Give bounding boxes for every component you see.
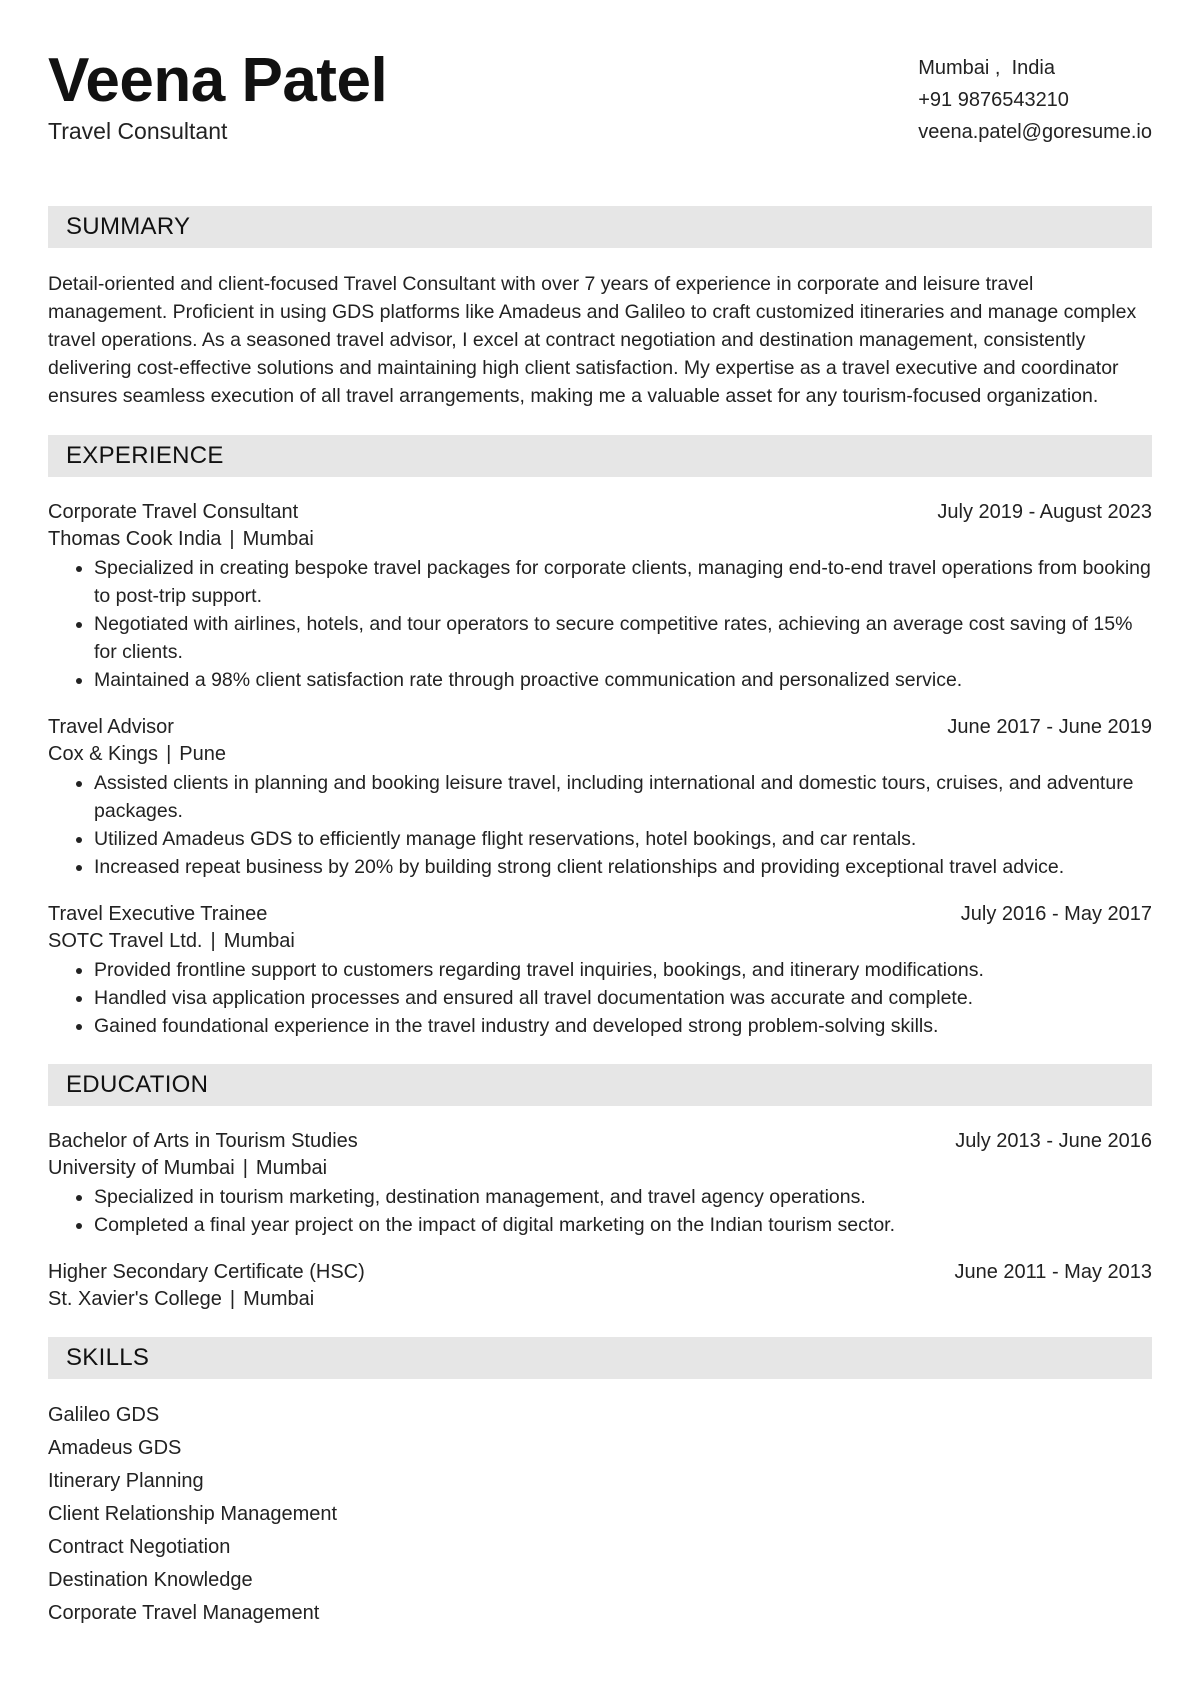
bullet-item: • Handled visa application processes and ensured all travel documentation was accurate and complete. [94,984,1152,1012]
job-bullets [48,554,1152,694]
job-bullets [48,956,1152,1040]
job-role: Travel Executive Trainee [48,903,268,925]
job-company: SOTC Travel Ltd. [48,930,203,952]
contact-location: Mumbai , India [918,57,1055,79]
job-location: Mumbai [242,528,314,550]
separator: | [210,930,216,952]
school-location: Mumbai [255,1157,328,1179]
bullet-item: • Completed a final year project on the impact of digital marketing on the Indian tourism sector. [94,1211,1152,1239]
job-company: Thomas Cook India [48,528,222,550]
skills-list [48,1399,1152,1630]
job-role: Travel Advisor [48,716,174,738]
summary-section [48,206,1152,410]
job-location: Pune [179,743,226,765]
education-entry [48,1128,1152,1239]
summary-text: Detail-oriented and client-focused Travel Consultant with over 7 years of experience in corporate and leisure travel management. Proficient in using GDS platforms like Amadeus and Galileo to craft customized itineraries and manage complex travel operations. As a seasoned travel advisor, I excel at contract negotiation and destination management, consistently delivering cost-effective solutions and maintaining high client satisfaction. My expertise as a travel executive and coordinator ensures seamless execution of all travel arrangements, making me a valuable asset for any tourism-focused organization. [48,273,1137,407]
job-dates: July 2019 - August 2023 [937,501,1152,523]
school-location: Mumbai [243,1288,315,1310]
degree-dates: June 2011 - May 2013 [954,1261,1152,1283]
degree-title: Higher Secondary Certificate (HSC) [48,1261,365,1283]
bullet-item: • Specialized in tourism marketing, destination management, and travel agency operations. [94,1183,1152,1211]
degree-title: Bachelor of Arts in Tourism Studies [48,1130,358,1152]
experience-entry [48,499,1152,694]
experience-section [48,435,1152,1040]
candidate-title: Travel Consultant [48,118,228,144]
bullet-item: • Specialized in creating bespoke travel packages for corporate clients, managing end-to-end travel operations from booking to post-trip support. [94,554,1152,610]
skills-heading: SKILLS [48,1337,1152,1379]
education-bullets [48,1183,1152,1239]
resume-header [48,46,1152,166]
education-heading: EDUCATION [48,1064,1152,1106]
job-bullets [48,769,1152,881]
experience-heading: EXPERIENCE [48,435,1152,477]
education-list [48,1128,1152,1313]
job-dates: June 2017 - June 2019 [947,716,1152,738]
candidate-name: Veena Patel [48,46,388,115]
bullet-item: • Maintained a 98% client satisfaction rate through proactive communication and personalized service. [94,666,1152,694]
skill-item: Itinerary Planning [48,1470,204,1492]
bullet-item: • Negotiated with airlines, hotels, and tour operators to secure competitive rates, achieving an average cost saving of 15% for clients. [94,610,1152,666]
skill-item: Client Relationship Management [48,1503,338,1525]
bullet-item: • Increased repeat business by 20% by building strong client relationships and providing exceptional travel advice. [94,853,1152,881]
separator: | [242,1157,248,1179]
bullet-item: • Assisted clients in planning and booking leisure travel, including international and domestic tours, cruises, and adventure packages. [94,769,1152,825]
bullet-item: • Gained foundational experience in the travel industry and developed strong problem-solving skills. [94,1012,1152,1040]
degree-dates: July 2013 - June 2016 [955,1130,1152,1152]
contact-block [918,52,1152,148]
contact-phone: +91 9876543210 [918,89,1069,111]
job-dates: July 2016 - May 2017 [960,903,1152,925]
contact-email: veena.patel@goresume.io [918,121,1152,143]
education-section [48,1064,1152,1313]
bullet-item: • Utilized Amadeus GDS to efficiently manage flight reservations, hotel bookings, and car rentals. [94,825,1152,853]
school-name: University of Mumbai [48,1157,235,1179]
skill-item: Amadeus GDS [48,1437,182,1459]
separator: | [229,1288,236,1310]
experience-entry [48,901,1152,1040]
job-role: Corporate Travel Consultant [48,501,299,523]
skill-item: Corporate Travel Management [48,1602,320,1624]
job-location: Mumbai [223,930,295,952]
job-company: Cox & Kings [48,743,159,765]
separator: | [229,528,235,550]
school-name: St. Xavier's College [48,1288,222,1310]
education-entry [48,1259,1152,1313]
skills-section [48,1337,1152,1630]
skill-item: Contract Negotiation [48,1536,231,1558]
experience-entry [48,714,1152,881]
summary-heading: SUMMARY [48,206,1152,248]
bullet-item: • Provided frontline support to customers regarding travel inquiries, bookings, and itinerary modifications. [94,956,1152,984]
skill-item: Destination Knowledge [48,1569,253,1591]
skill-item: Galileo GDS [48,1404,160,1426]
experience-list [48,499,1152,1040]
separator: | [166,743,172,765]
